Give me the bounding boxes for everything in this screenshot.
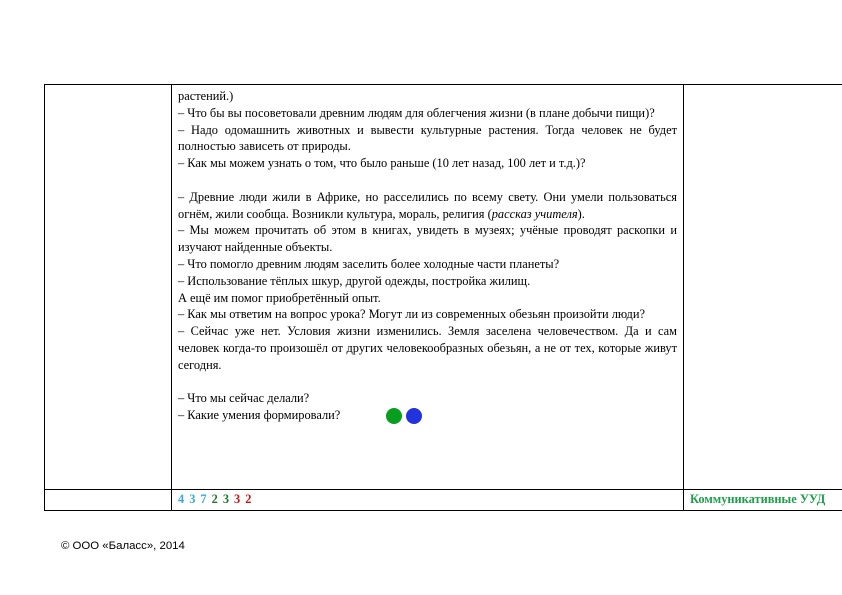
lesson-table <box>44 84 842 511</box>
africa-text: – Древние люди жили в Африке, но расселились по всему свету. Они умели пользоваться огнём, жили сообща. Возникли культура, мораль, религия ( <box>178 189 677 221</box>
skill-number: 4 <box>178 492 185 506</box>
final-question-2: – Какие умения формировали? <box>178 408 341 423</box>
spacer <box>178 374 677 391</box>
blue-circle-icon <box>406 408 422 424</box>
africa-paragraph <box>178 189 677 223</box>
copyright-footer: © ООО «Баласс», 2014 <box>61 540 185 552</box>
text-line: – Надо одомашнить животных и вывести культурные растения. Тогда человек не будет полностью зависеть от природы. <box>178 122 677 154</box>
left-cell-bottom <box>45 490 172 511</box>
skill-number: 2 <box>245 492 252 506</box>
skill-number: 7 <box>200 492 207 506</box>
skill-number: 3 <box>234 492 241 506</box>
final-question-1: – Что мы сейчас делали? <box>178 391 310 406</box>
africa-text-end: ). <box>577 206 585 221</box>
teacher-story-note: рассказ учителя <box>491 206 578 221</box>
main-text-cell <box>172 85 684 490</box>
text-line: – Сейчас уже нет. Условия жизни изменились. Земля заселена человечеством. Да и сам человек когда-то произошёл от других человекообразных обезьян, а не от тех, которые живут сегодня. <box>178 324 677 372</box>
skill-numbers-cell <box>172 490 684 511</box>
text-line: А ещё им помог приобретённый опыт. <box>178 290 381 305</box>
text-line: – Как мы можем узнать о том, что было раньше (10 лет назад, 100 лет и т.д.)? <box>178 156 586 171</box>
skills-row <box>45 490 842 511</box>
text-line: растений.) <box>178 89 234 103</box>
skill-number: 2 <box>211 492 218 506</box>
circle-markers <box>386 408 426 429</box>
green-circle-icon <box>386 408 402 424</box>
spacer <box>178 172 677 189</box>
text-line: – Как мы ответим на вопрос урока? Могут ли из современных обезьян произойти люди? <box>178 307 645 322</box>
content-row <box>45 85 842 490</box>
text-line: – Что бы вы посоветовали древним людям для облегчения жизни (в плане добычи пищи)? <box>178 105 655 120</box>
skill-number: 3 <box>189 492 196 506</box>
text-line: – Что помогло древним людям заселить более холодные части планеты? <box>178 256 560 271</box>
left-cell <box>45 85 172 490</box>
skill-number: 3 <box>222 492 230 506</box>
final-question-2-line <box>178 407 677 424</box>
text-line: – Мы можем прочитать об этом в книгах, увидеть в музеях; учёные проводят раскопки и изучают найденные объекты. <box>178 223 677 255</box>
text-line: – Использование тёплых шкур, другой одежды, постройка жилищ. <box>178 273 531 288</box>
uud-label: Коммуникативные УУД <box>684 490 842 511</box>
right-cell <box>684 85 842 490</box>
